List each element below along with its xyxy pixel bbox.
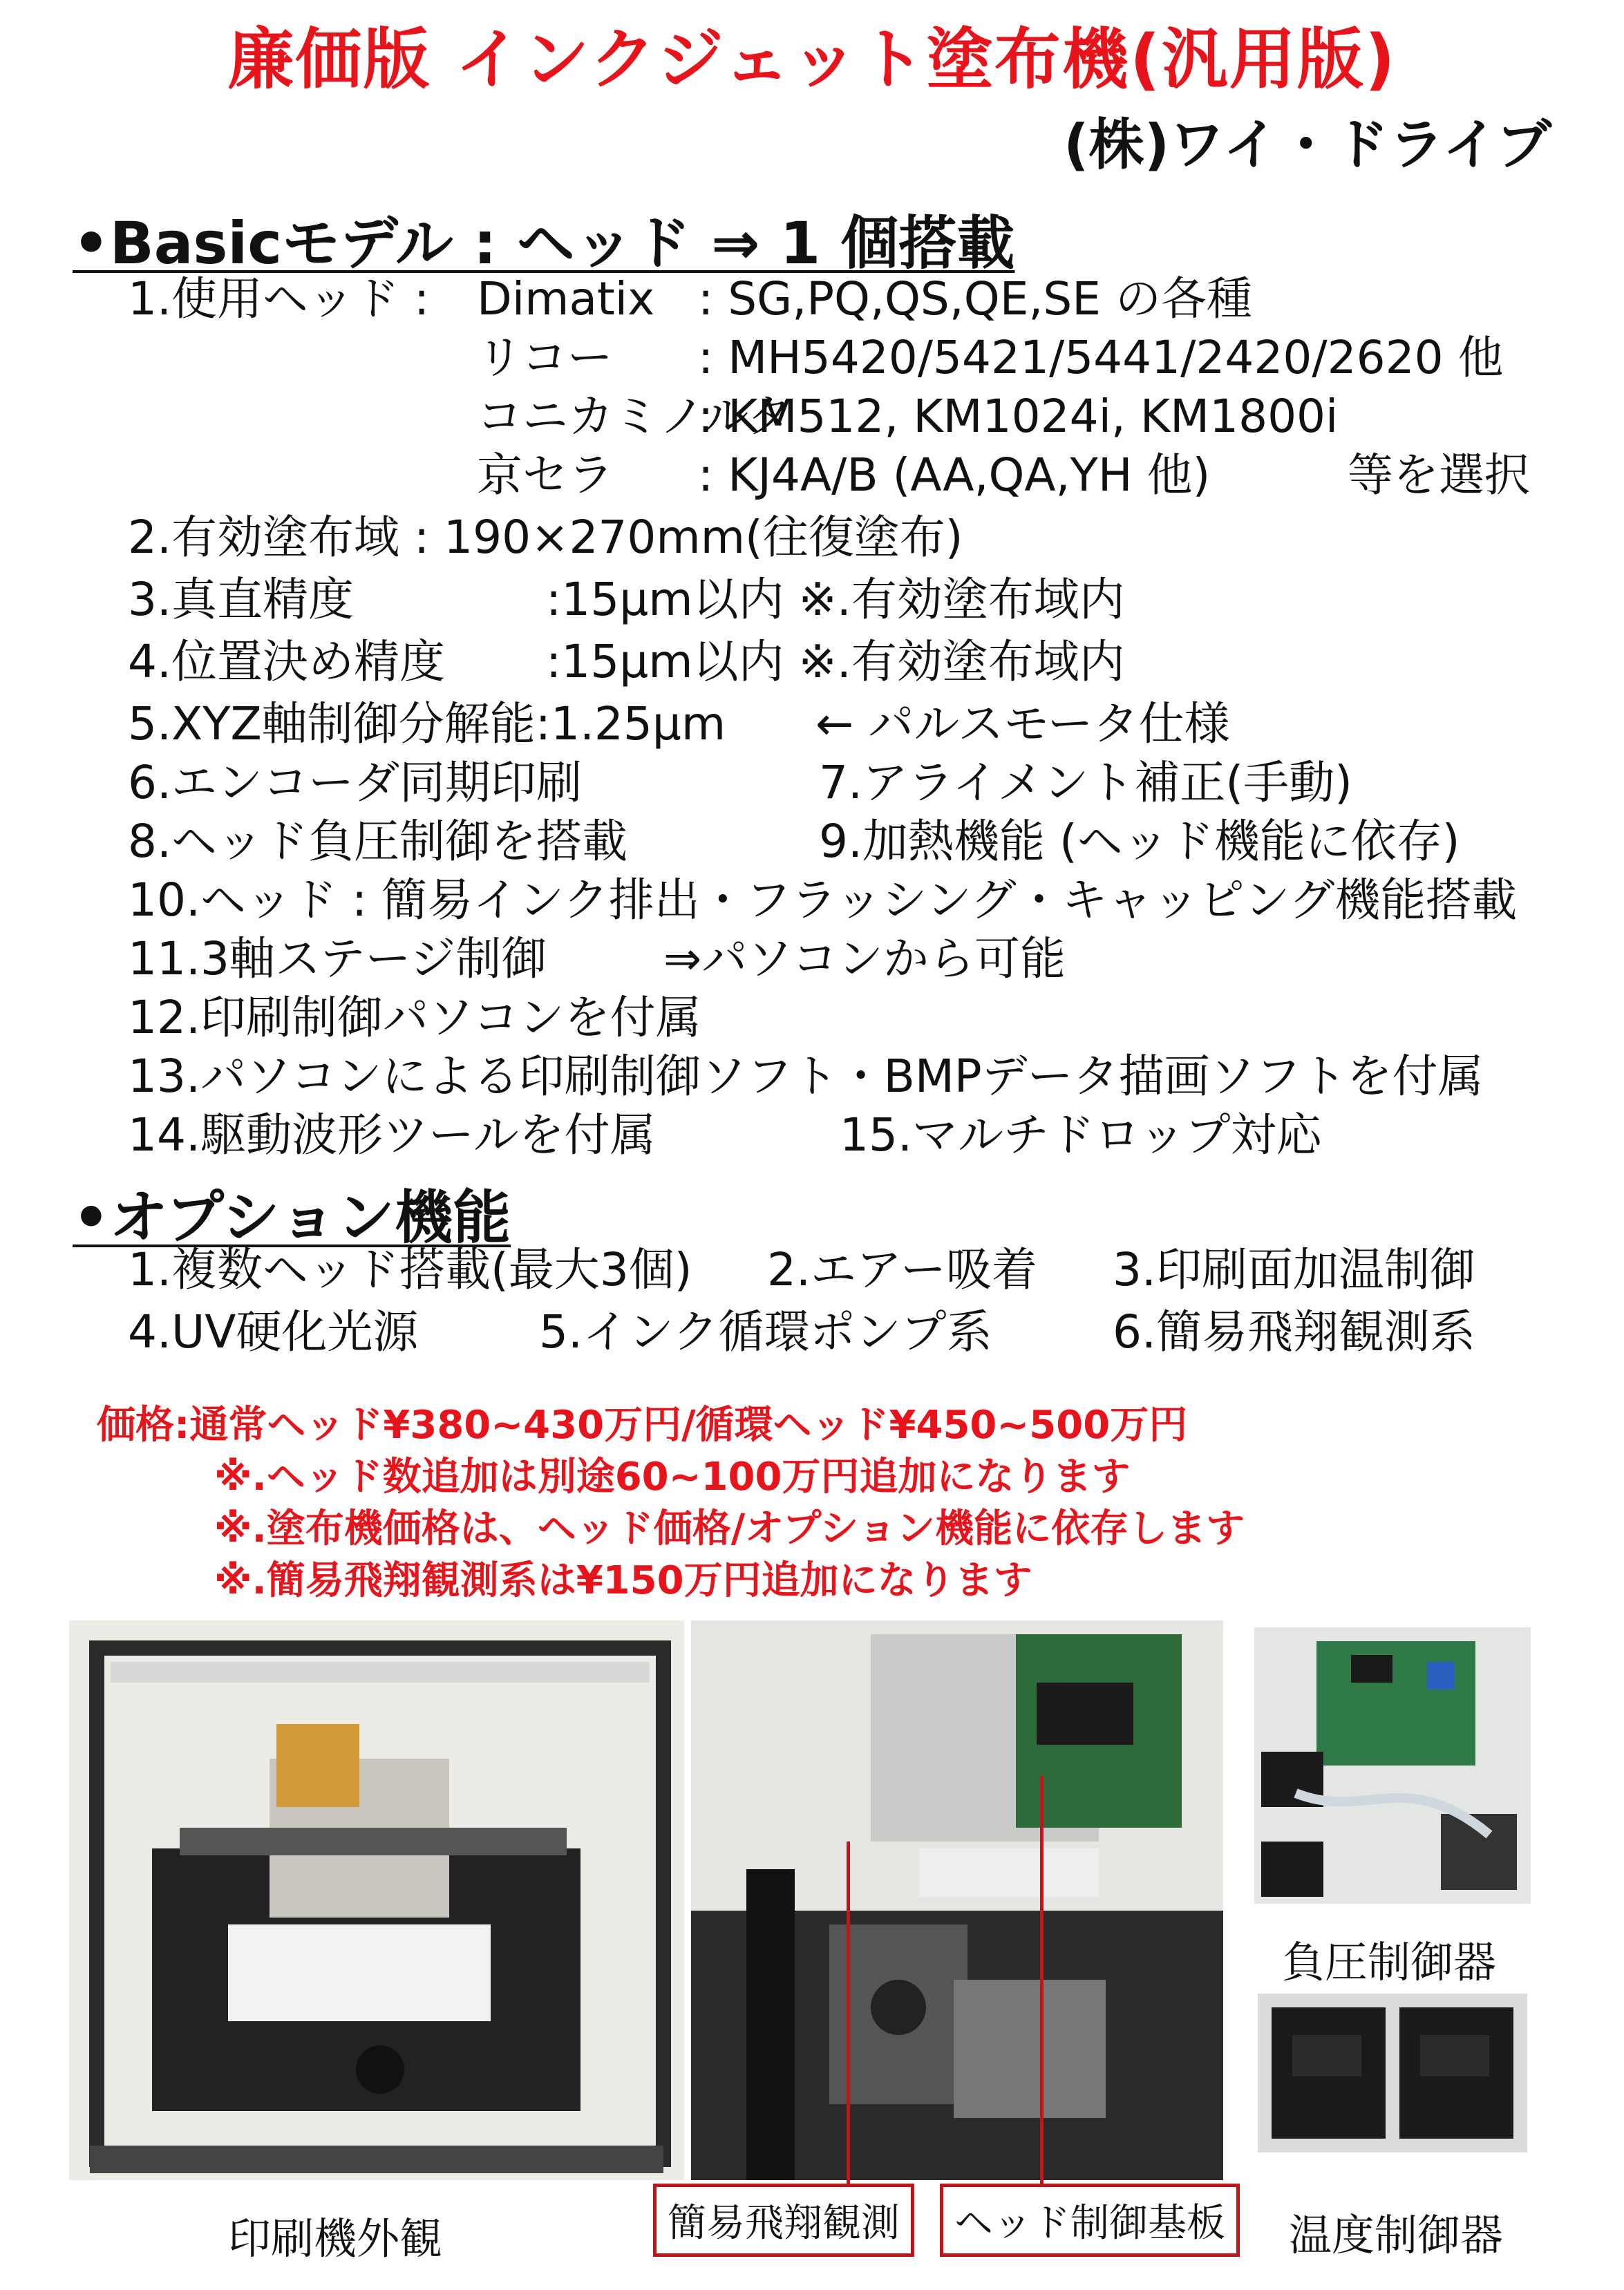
- callout-line-observe: [847, 1842, 850, 2201]
- option-4: 4.UV硬化光源: [128, 1305, 419, 1359]
- item-2: 2.有効塗布域 : 190×270mm(往復塗布): [128, 511, 963, 564]
- options-heading: •オプション機能: [73, 1184, 511, 1251]
- heads-suffix: 等を選択: [1348, 448, 1530, 502]
- head-maker-kyocera: 京セラ: [477, 448, 614, 502]
- item-4-label: 4.位置決め精度: [128, 635, 445, 688]
- price-note-1: ※.ヘッド数追加は別途60~100万円追加になります: [214, 1455, 1131, 1499]
- item-5-note: ← パルスモータ仕様: [815, 697, 1230, 750]
- head-maker-dimatix: Dimatix: [477, 272, 655, 325]
- item-13: 13.パソコンによる印刷制御ソフト・BMPデータ描画ソフトを付属: [128, 1050, 1484, 1103]
- temperature-controller-photo: [1258, 1994, 1527, 2152]
- item-4-value: :15μm以内 ※.有効塗布域内: [546, 635, 1125, 688]
- printer-exterior-caption: 印刷機外観: [228, 2213, 443, 2264]
- head-models-dimatix: : SG,PQ,QS,QE,SE の各種: [698, 272, 1252, 325]
- item-5: 5.XYZ軸制御分解能:1.25μm: [128, 697, 726, 750]
- printer-exterior-photo: [69, 1620, 684, 2180]
- item-11-note: ⇒パソコンから可能: [663, 932, 1066, 985]
- item-8: 8.ヘッド負圧制御を搭載: [128, 815, 627, 868]
- temperature-controller-caption: 温度制御器: [1289, 2210, 1504, 2260]
- price-note-3: ※.簡易飛翔観測系は¥150万円追加になります: [214, 1558, 1032, 1603]
- observation-caption: 簡易飛翔観測: [653, 2184, 914, 2257]
- price-line: 価格:通常ヘッド¥380~430万円/循環ヘッド¥450~500万円: [97, 1403, 1188, 1448]
- pressure-controller-caption: 負圧制御器: [1282, 1937, 1497, 1987]
- item-12: 12.印刷制御パソコンを付属: [128, 991, 701, 1044]
- basic-heading: •Basicモデル : ヘッド ⇒ 1 個搭載: [73, 209, 1015, 277]
- head-maker-ricoh: リコー: [477, 331, 613, 384]
- head-board-photo: [691, 1620, 1223, 2180]
- option-6: 6.簡易飛翔観測系: [1113, 1305, 1475, 1359]
- item-7: 7.アライメント補正(手動): [819, 756, 1352, 809]
- item-9: 9.加熱機能 (ヘッド機能に依存): [819, 815, 1460, 868]
- company-name: (株)ワイ・ドライブ: [1064, 113, 1551, 177]
- pressure-controller-photo: [1254, 1627, 1531, 1904]
- head-models-kyocera: : KJ4A/B (AA,QA,YH 他): [698, 448, 1211, 502]
- page-title: 廉価版 インクジェット塗布機(汎用版): [227, 21, 1397, 98]
- item-6: 6.エンコーダ同期印刷: [128, 756, 582, 809]
- item-3-label: 3.真直精度: [128, 573, 354, 626]
- item-10: 10.ヘッド : 簡易インク排出・フラッシング・キャッピング機能搭載: [128, 873, 1518, 927]
- option-5: 5.インク循環ポンプ系: [539, 1305, 992, 1359]
- head-board-caption: ヘッド制御基板: [940, 2184, 1240, 2257]
- callout-line-board: [1040, 1776, 1044, 2197]
- head-maker-konica: コニカミノルタ: [477, 390, 793, 443]
- option-1: 1.複数ヘッド搭載(最大3個): [128, 1243, 692, 1296]
- item-14: 14.駆動波形ツールを付属: [128, 1108, 656, 1162]
- price-note-2: ※.塗布機価格は、ヘッド価格/オプション機能に依存します: [214, 1506, 1245, 1551]
- item-11: 11.3軸ステージ制御: [128, 932, 547, 985]
- head-models-konica: : KM512, KM1024i, KM1800i: [698, 390, 1339, 443]
- head-item-label: 1.使用ヘッド :: [128, 272, 430, 325]
- option-3: 3.印刷面加温制御: [1113, 1243, 1475, 1296]
- item-3-value: :15μm以内 ※.有効塗布域内: [546, 573, 1125, 626]
- option-2: 2.エアー吸着: [767, 1243, 1037, 1296]
- head-models-ricoh: : MH5420/5421/5441/2420/2620 他: [698, 331, 1504, 384]
- item-15: 15.マルチドロップ対応: [840, 1108, 1322, 1162]
